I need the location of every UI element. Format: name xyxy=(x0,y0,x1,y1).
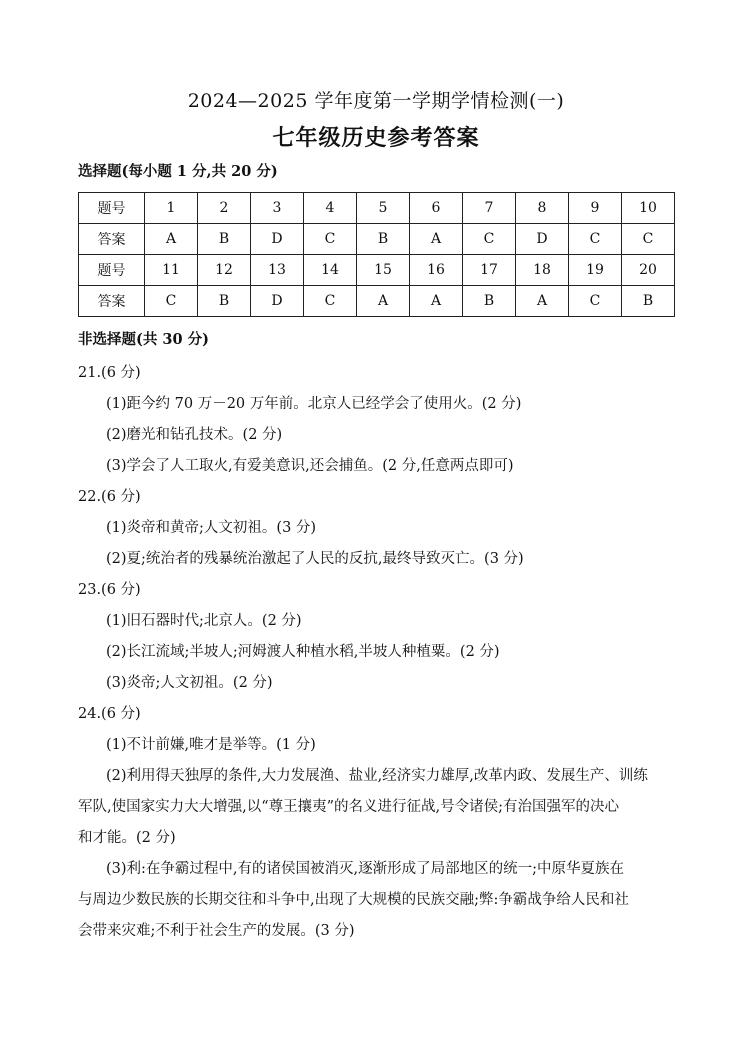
question-24-answer-2-line-1: (2)利用得天独厚的条件,大力发展渔、盐业,经济实力雄厚,改革内政、发展生产、训练 xyxy=(106,768,648,784)
row-label-number: 题号 xyxy=(79,193,145,224)
question-number-cell: 11 xyxy=(145,255,198,286)
answer-cell: D xyxy=(516,224,569,255)
table-row-numbers-2 xyxy=(79,255,675,286)
question-24-answer-3-line-3: 会带来灾难;不利于社会生产的发展。(3 分) xyxy=(78,923,355,939)
question-number-cell: 3 xyxy=(251,193,304,224)
question-23-answer-1: (1)旧石器时代;北京人。(2 分) xyxy=(106,613,302,629)
answer-cell: D xyxy=(251,286,304,317)
row-label-answer: 答案 xyxy=(79,224,145,255)
table-row-answers-2 xyxy=(79,286,675,317)
question-number-cell: 4 xyxy=(304,193,357,224)
answer-cell: A xyxy=(410,286,463,317)
answer-cell: A xyxy=(516,286,569,317)
question-number-cell: 1 xyxy=(145,193,198,224)
table-row-answers-1 xyxy=(79,224,675,255)
question-number-cell: 2 xyxy=(198,193,251,224)
question-24-heading: 24.(6 分) xyxy=(78,706,141,722)
question-23-answer-3: (3)炎帝;人文初祖。(2 分) xyxy=(106,675,273,691)
answer-cell: B xyxy=(357,224,410,255)
answer-cell: A xyxy=(145,224,198,255)
question-number-cell: 20 xyxy=(622,255,675,286)
question-21-heading: 21.(6 分) xyxy=(78,365,141,381)
open-questions-section-title: 非选择题(共 30 分) xyxy=(78,331,209,348)
question-number-cell: 6 xyxy=(410,193,463,224)
question-24-answer-2-line-2: 军队,使国家实力大大增强,以“尊王攘夷”的名义进行征战,号令诸侯;有治国强军的决心 xyxy=(78,799,620,815)
table-row-numbers-1 xyxy=(79,193,675,224)
answer-cell: C xyxy=(622,224,675,255)
question-22-answer-2: (2)夏;统治者的残暴统治激起了人民的反抗,最终导致灭亡。(3 分) xyxy=(106,551,524,567)
question-number-cell: 9 xyxy=(569,193,622,224)
answer-cell: B xyxy=(198,224,251,255)
question-number-cell: 7 xyxy=(463,193,516,224)
question-number-cell: 18 xyxy=(516,255,569,286)
question-24-answer-2-line-3: 和才能。(2 分) xyxy=(78,830,176,846)
question-number-cell: 8 xyxy=(516,193,569,224)
multiple-choice-section-title: 选择题(每小题 1 分,共 20 分) xyxy=(78,163,278,180)
row-label-answer: 答案 xyxy=(79,286,145,317)
answer-cell: D xyxy=(251,224,304,255)
question-21-answer-1: (1)距今约 70 万－20 万年前。北京人已经学会了使用火。(2 分) xyxy=(106,396,522,412)
answer-cell: B xyxy=(622,286,675,317)
answer-key-title: 七年级历史参考答案 xyxy=(272,125,480,151)
answer-cell: B xyxy=(463,286,516,317)
row-label-number: 题号 xyxy=(79,255,145,286)
question-number-cell: 17 xyxy=(463,255,516,286)
question-22-answer-1: (1)炎帝和黄帝;人文初祖。(3 分) xyxy=(106,520,317,536)
question-24-answer-1: (1)不计前嫌,唯才是举等。(1 分) xyxy=(106,737,316,753)
question-number-cell: 19 xyxy=(569,255,622,286)
answer-cell: A xyxy=(357,286,410,317)
answer-cell: C xyxy=(569,224,622,255)
answer-cell: C xyxy=(304,224,357,255)
answer-cell: C xyxy=(569,286,622,317)
question-24-answer-3-line-1: (3)利:在争霸过程中,有的诸侯国被消灭,逐渐形成了局部地区的统一;中原华夏族在 xyxy=(106,861,625,877)
answer-cell: B xyxy=(198,286,251,317)
question-number-cell: 12 xyxy=(198,255,251,286)
answer-cell: C xyxy=(463,224,516,255)
exam-title: 2024—2025 学年度第一学期学情检测(一) xyxy=(187,90,565,112)
question-21-answer-2: (2)磨光和钻孔技术。(2 分) xyxy=(106,427,283,443)
question-number-cell: 5 xyxy=(357,193,410,224)
question-number-cell: 15 xyxy=(357,255,410,286)
question-22-heading: 22.(6 分) xyxy=(78,489,141,505)
multiple-choice-answer-table xyxy=(78,192,675,317)
question-number-cell: 10 xyxy=(622,193,675,224)
answer-cell: C xyxy=(145,286,198,317)
answer-cell: A xyxy=(410,224,463,255)
answer-cell: C xyxy=(304,286,357,317)
question-number-cell: 14 xyxy=(304,255,357,286)
question-24-answer-3-line-2: 与周边少数民族的长期交往和斗争中,出现了大规模的民族交融;弊:争霸战争给人民和社 xyxy=(78,892,629,908)
question-21-answer-3: (3)学会了人工取火,有爱美意识,还会捕鱼。(2 分,任意两点即可) xyxy=(106,458,514,474)
question-number-cell: 13 xyxy=(251,255,304,286)
question-23-answer-2: (2)长江流域;半坡人;河姆渡人种植水稻,半坡人种植粟。(2 分) xyxy=(106,644,500,660)
question-number-cell: 16 xyxy=(410,255,463,286)
question-23-heading: 23.(6 分) xyxy=(78,582,141,598)
